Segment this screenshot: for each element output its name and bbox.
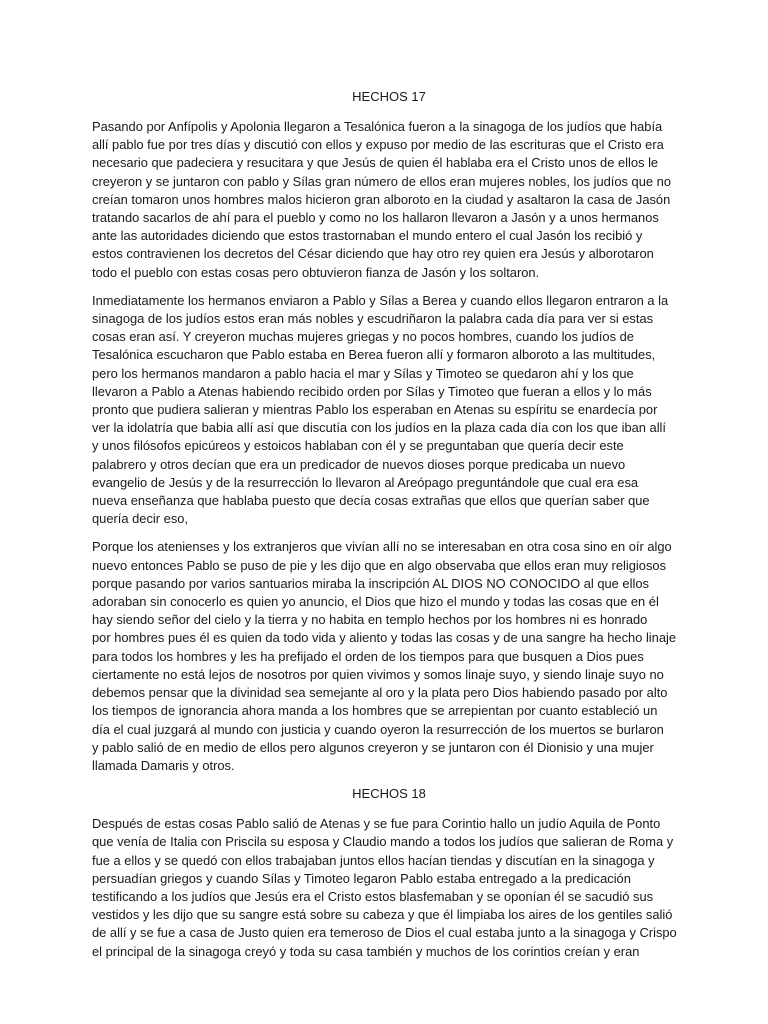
paragraph-1: Pasando por Anfípolis y Apolonia llegaron a Tesalónica fueron a la sinagoga de los judíos que había allí pablo fue por tres días y discutió con ellos y expuso por medio de las escrituras que el Cristo era necesario que padeciera y resucitara y que Jesús de quien él hablaba era el Cristo unos de ellos le creyeron y se juntaron con pablo y Sílas gran número de ellos eran mujeres nobles, los judíos que no creían tomaron unos hombres malos hicieron gran alboroto en la ciudad y asaltaron la casa de Jasón tratando sacarlos de ahí para el pueblo y como no los hallaron llevaron a Jasón y a unos hermanos ante las autoridades diciendo que estos trastornaban el mundo entero el cual Jasón los recibió y estos contravienen los decretos del César diciendo que hay otro rey quien era Jesús y alborotaron todo el pueblo con estas cosas pero obtuvieron fianza de Jasón y los soltaron.	[92, 119, 671, 280]
section-heading-hechos-17: HECHOS 17	[352, 89, 426, 104]
paragraph-4: Después de estas cosas Pablo salió de Atenas y se fue para Corintio hallo un judío Aquila de Ponto que venía de Italia con Priscila su esposa y Claudio mando a todos los judíos que salieran de Roma y fue a ellos y se quedó con ellos trabajaban juntos ellos hacían tiendas y discutían en la sinagoga y persuadían griegos y cuando Sílas y Timoteo legaron Pablo estaba entregado a la predicación testificando a los judíos que Jesús era el Cristo estos blasfemaban y se oponían él se sacudió sus vestidos y les dijo que su sangre está sobre su cabeza y que él limpiaba los aires de los gentiles salió de allí y se fue a casa de Justo quien era temeroso de Dios el cual estaba junto a la sinagoga y Crispo el principal de la sinagoga creyó y toda su casa también y muchos de los corintios creían y eran	[92, 816, 677, 959]
section-heading-hechos-18: HECHOS 18	[352, 786, 426, 802]
paragraph-3: Porque los atenienses y los extranjeros que vivían allí no se interesaban en otra cosa sino en oír algo nuevo entonces Pablo se puso de pie y les dijo que en algo observaba que ellos eran muy religiosos porque pasando por varios santuarios miraba la inscripción AL DIOS NO CONOCIDO al que ellos adoraban sin conocerlo es quien yo anuncio, el Dios que hizo el mundo y todas las cosas que en él hay siendo señor del cielo y la tierra y no habita en templo hechos por los hombres ni es honrado por hombres pues él es quien da todo vida y aliento y todas las cosas y de una sangre ha hecho linaje para todos los hombres y les ha prefijado el orden de los tiempos para que busquen a Dios pues ciertamente no está lejos de nosotros por quien vivimos y somos linaje suyo, y siendo linaje suyo no debemos pensar que la divinidad sea semejante al oro y la plata pero Dios habiendo pasado por alto los tiempos de ignorancia ahora manda a los hombres que se arrepientan por cuanto estableció un día el cual juzgará al mundo con justicia y cuando oyeron la resurrección de los muertos se burlaron y pablo salió de en medio de ellos pero algunos creyeron y se juntaron con él Dionisio y una mujer llamada Damaris y otros.	[92, 539, 677, 773]
paragraph-2: Inmediatamente los hermanos enviaron a Pablo y Sílas a Berea y cuando ellos llegaron entraron a la sinagoga de los judíos estos eran más nobles y escudriñaron la palabra cada día para ver si estas cosas eran así. Y creyeron muchas mujeres griegas y no pocos hombres, cuando los judíos de Tesalónica escucharon que Pablo estaba en Berea fueron allí y formaron alboroto a las multitudes, pero los hermanos mandaron a pablo hacia el mar y Sílas y Timoteo se quedaron ahí y los que llevaron a Pablo a Atenas habiendo recibido orden por Sílas y Timoteo que fueran a ellos y lo más pronto que pudiera salieran y mientras Pablo los esperaban en Atenas su espíritu se enardecía por ver la idolatría que babia allí así que discutía con los judíos en la plaza cada día con los que iban allí y unos filósofos epicúreos y estoicos hablaban con él y se preguntaban que quería decir este palabrero y otros decían que era un predicador de nuevos dioses porque predicaba un nuevo evangelio de Jesús y de la resurrección lo llevaron al Areópago preguntándole que cual era esa nueva enseñanza que hablaba puesto que decía cosas extrañas que ellos que querían saber que quería decir eso,	[92, 292, 669, 527]
